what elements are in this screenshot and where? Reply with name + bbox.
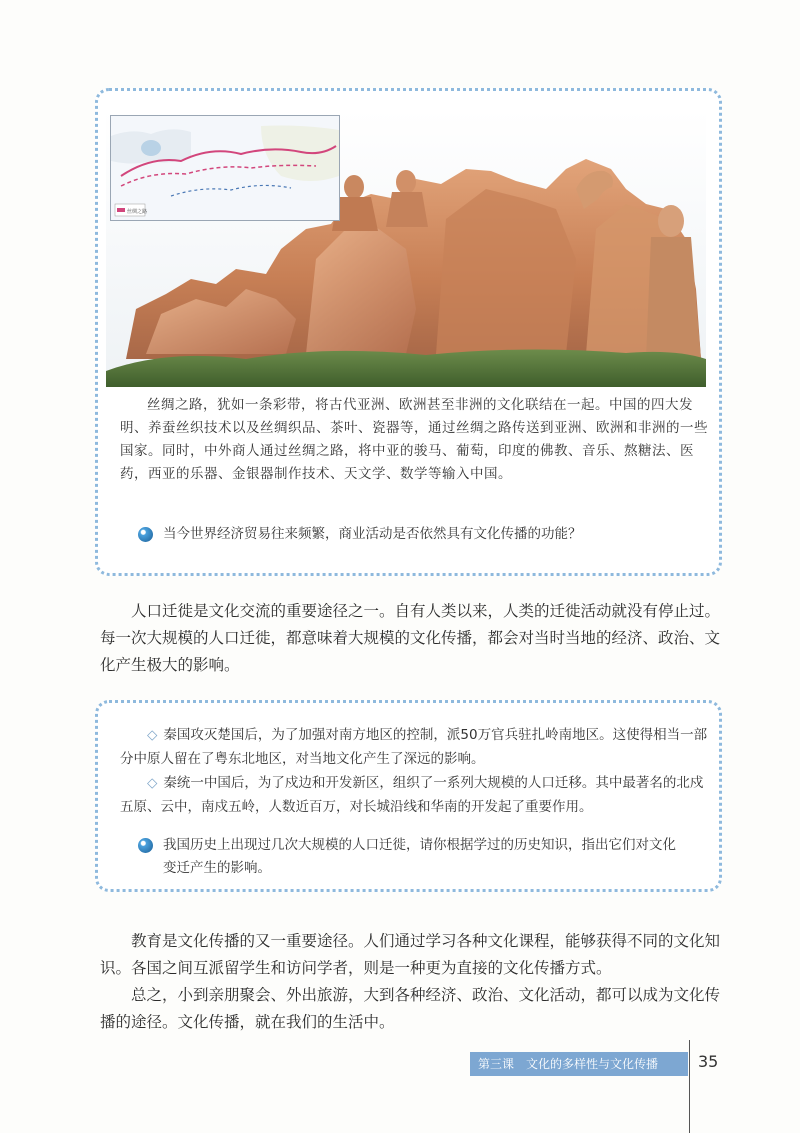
paragraph-education: 教育是文化传播的又一重要途径。人们通过学习各种文化课程，能够获得不同的文化知识。各国之间互派留学生和访问学者，则是一种更为直接的文化传播方式。 [100,932,721,977]
paragraph-summary: 总之，小到亲朋聚会、外出旅游，大到各种经济、政治、文化活动，都可以成为文化传播的途径。文化传播，就在我们的生活中。 [100,986,721,1031]
silk-road-figure [106,109,706,387]
silk-road-caption: 丝绸之路，犹如一条彩带，将古代亚洲、欧洲甚至非洲的文化联结在一起。中国的四大发明、养蚕丝织技术以及丝绸织品、茶叶、瓷器等，通过丝绸之路传送到亚洲、欧洲和非洲的一些国家。同时，中外商人通过丝绸之路，将中亚的骏马、葡萄，印度的佛教、音乐、熬糖法、医药，西亚的乐器、金银器制作技术、天文学、数学等输入中国。 [120,397,708,482]
footer-title: 文化的多样性与文化传播 [526,1057,659,1071]
think-question-1 [138,523,698,546]
migration-box [95,700,722,892]
question-text-1: 当今世界经济贸易往来频繁，商业活动是否依然具有文化传播的功能？ [163,526,582,542]
footer-bar [470,1052,688,1076]
diamond-bullet-icon: ◇ [147,775,158,791]
page-number: 35 [698,1052,719,1071]
map-legend-label: 丝绸之路 [127,209,148,215]
footer-lesson: 第三课 [478,1057,515,1071]
footer-divider [689,1040,690,1133]
bullet-text-1: 秦国攻灭楚国后，为了加强对南方地区的控制，派50万官兵驻扎岭南地区。这使得相当一部分中原人留在了粤东北地区，对当地文化产生了深远的影响。 [120,727,708,767]
paragraph-migration: 人口迁徙是文化交流的重要途径之一。自有人类以来，人类的迁徙活动就没有停止过。每一次大规模的人口迁徙，都意味着大规模的文化传播，都会对当时当地的经济、政治、文化产生极大的影响。 [100,602,721,674]
bullet-item-1 [120,723,710,771]
bullet-item-2 [120,771,710,819]
silk-road-map [110,115,340,221]
map-svg [111,116,339,220]
diamond-bullet-icon: ◇ [147,727,158,743]
silk-road-box [95,88,722,576]
bullet-text-2: 秦统一中国后，为了戍边和开发新区，组织了一系列大规模的人口迁移。其中最著名的北戍五原、云中，南戍五岭，人数近百万，对长城沿线和华南的开发起了重要作用。 [120,775,704,815]
think-question-2 [138,834,686,880]
question-bullet-icon [138,838,153,853]
question-text-2: 我国历史上出现过几次大规模的人口迁徙，请你根据学过的历史知识，指出它们对文化变迁产生的影响。 [163,837,676,876]
question-bullet-icon [138,527,153,542]
migration-bullets [120,723,710,819]
